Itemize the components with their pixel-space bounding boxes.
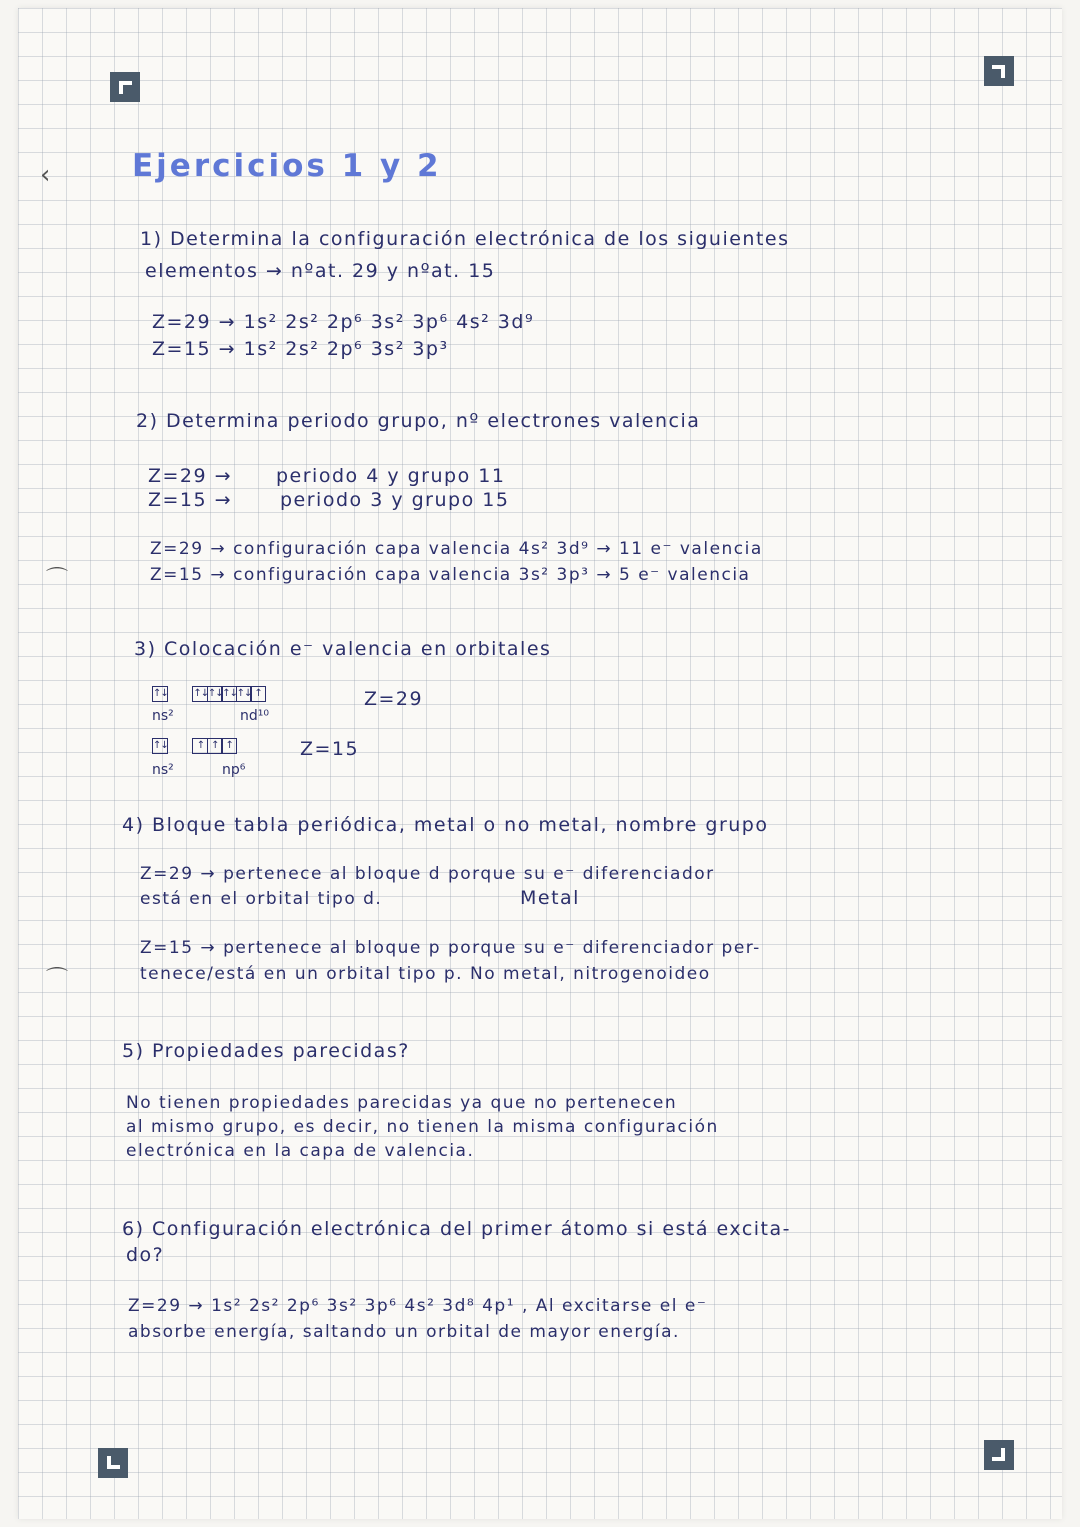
ex2-valence-z15: Z=15 → configuración capa valencia 3s² 3p³ → 5 e⁻ valencia [150,565,751,585]
orbital-box: ↑↓ [236,686,252,702]
orbital-box: ↑ [250,686,266,702]
top-left-corner-mark-icon [110,72,140,102]
ex4-z29-line1: Z=29 → pertenece al bloque d porque su e⁻ diferenciador [140,864,715,884]
ex2-z29-label: Z=29 → [148,465,233,487]
orbital-box: ↑↓ [152,738,168,754]
binding-hole-icon: ⌒ [46,967,69,992]
ex5-line1: No tienen propiedades parecidas ya que no pertenecen [126,1093,678,1113]
orbital-row-z15 [152,738,236,754]
orbital-p-group [192,738,235,754]
orbital-box: ↑↓ [207,686,223,702]
ex1-z15-config: Z=15 → 1s² 2s² 2p⁶ 3s² 3p³ [152,338,449,360]
bottom-left-corner-mark-icon [98,1448,128,1478]
ex5-line3: electrónica en la capa de valencia. [126,1141,475,1161]
ex5-line2: al mismo grupo, es decir, no tienen la misma configuración [126,1117,719,1137]
ex3-heading: 3) Colocación e⁻ valencia en orbitales [134,638,552,660]
binding-hole-icon: ⌒ [46,567,69,592]
orbital-s-group [152,738,166,754]
ex6-heading-line1: 6) Configuración electrónica del primer átomo si está excita- [122,1218,791,1240]
orbital-box: ↑↓ [152,686,168,702]
ex4-z29-type: Metal [520,887,580,909]
ex6-line2: absorbe energía, saltando un orbital de mayor energía. [128,1322,680,1342]
orbital-box: ↑↓ [192,686,208,702]
ex5-heading: 5) Propiedades parecidas? [122,1040,410,1062]
orbital-box: ↑ [207,738,223,754]
orbital-label-np: np⁶ [222,762,246,778]
orbital-z29: Z=29 [364,688,424,710]
ex1-heading-line1: 1) Determina la configuración electrónica de los siguientes [140,228,790,250]
ex2-heading: 2) Determina periodo grupo, nº electrones valencia [136,410,701,432]
orbital-label-ns: ns² [152,762,174,778]
binding-hole-icon: ‹ [40,160,51,190]
page-title: Ejercicios 1 y 2 [132,148,442,184]
ex2-valence-z29: Z=29 → configuración capa valencia 4s² 3d⁹ → 11 e⁻ valencia [150,539,763,559]
orbital-label-nd: nd¹⁰ [240,708,269,724]
orbital-box: ↑ [221,738,237,754]
ex1-heading-line2: elementos → nºat. 29 y nºat. 15 [145,260,496,282]
ex6-heading-line2: do? [126,1244,165,1266]
orbital-z15: Z=15 [300,738,360,760]
orbital-row-z29 [152,686,264,702]
ex2-z29-value: periodo 4 y grupo 11 [276,465,506,487]
ex4-z15-line2: tenece/está en un orbital tipo p. No metal, nitrogenoideo [140,964,711,984]
bottom-right-corner-mark-icon [984,1440,1014,1470]
ex4-z29-line2: está en el orbital tipo d. [140,889,383,909]
orbital-label-ns: ns² [152,708,174,724]
ex6-line1: Z=29 → 1s² 2s² 2p⁶ 3s² 3p⁶ 4s² 3d⁸ 4p¹ , Al excitarse el e⁻ [128,1296,708,1316]
orbital-d-group [192,686,264,702]
ex4-heading: 4) Bloque tabla periódica, metal o no metal, nombre grupo [122,814,769,836]
ex2-z15-label: Z=15 → [148,489,233,511]
ex1-z29-config: Z=29 → 1s² 2s² 2p⁶ 3s² 3p⁶ 4s² 3d⁹ [152,311,535,333]
ex4-z15-line1: Z=15 → pertenece al bloque p porque su e⁻ diferenciador per- [140,938,761,958]
orbital-s-group [152,686,166,702]
ex2-z15-value: periodo 3 y grupo 15 [280,489,510,511]
orbital-box: ↑ [192,738,208,754]
orbital-box: ↑↓ [221,686,237,702]
top-right-corner-mark-icon [984,56,1014,86]
